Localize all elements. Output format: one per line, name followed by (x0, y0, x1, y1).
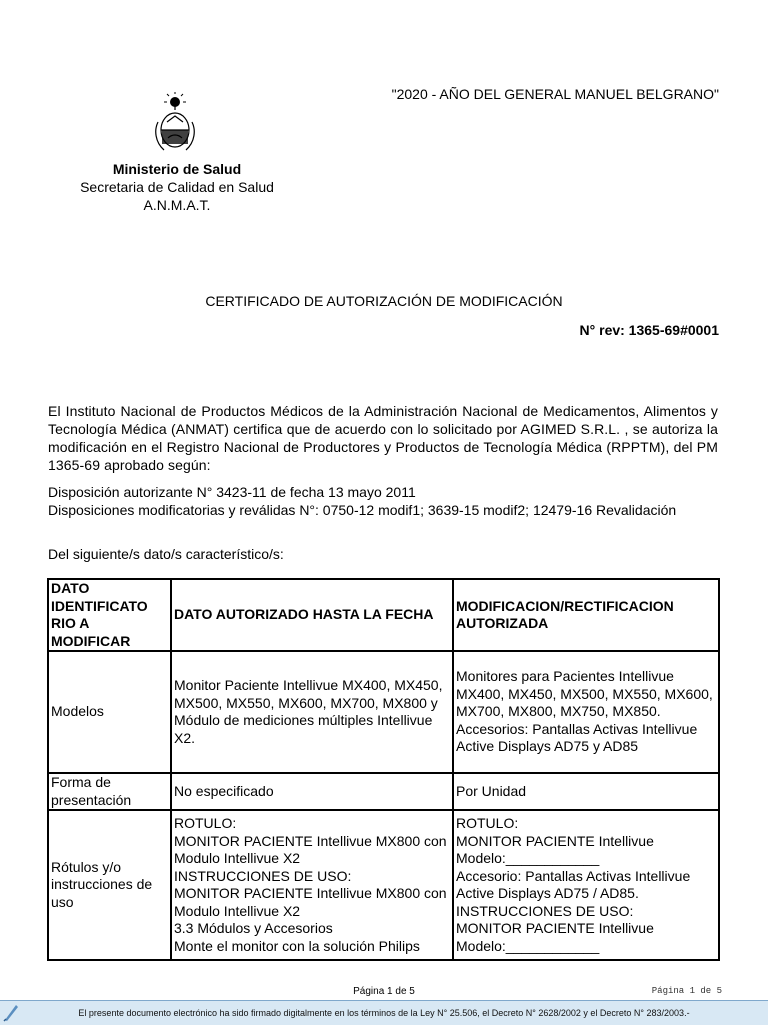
signature-notice: El presente documento electrónico ha sido firmado digitalmente en los términos de la Ley N° 25.506, el Decreto N° 2628/2002 y el Decreto N° 283/2003.- (78, 1008, 690, 1018)
row-after: ROTULO: MONITOR PACIENTE Intellivue Modelo:____________ Accesorio: Pantallas Activas Intellivue Active Displays AD75 / AD85. INSTRUCCIONES DE USO: MONITOR PACIENTE Intellivue Modelo:____________ (453, 810, 719, 960)
row-field: Rótulos y/o instrucciones de uso (48, 810, 171, 960)
disposicion-autorizante: Disposición autorizante N° 3423-11 de fecha 13 mayo 2011 (48, 484, 416, 500)
row-before: ROTULO: MONITOR PACIENTE Intellivue MX800 con Modulo Intellivue X2 INSTRUCCIONES DE USO: MONITOR PACIENTE Intellivue MX800 con Modulo Intellivue X2 3.3 Módulos y Accesorios Monte el monitor con la solución Philips (171, 810, 453, 960)
year-motto: "2020 - AÑO DEL GENERAL MANUEL BELGRANO" (391, 86, 719, 102)
header-after: MODIFICACION/RECTIFICACION AUTORIZADA (453, 579, 719, 651)
table-row (48, 773, 719, 810)
row-before: No especificado (171, 773, 453, 810)
row-before: Monitor Paciente Intellivue MX400, MX450, MX500, MX550, MX600, MX700, MX800 y Módulo de mediciones múltiples Intellivue X2. (171, 651, 453, 773)
argentina-coat-of-arms-icon (150, 92, 200, 154)
revision-number: N° rev: 1365-69#0001 (579, 322, 719, 338)
ministry-block (48, 160, 306, 214)
table-header-row (48, 579, 719, 651)
agency-name: A.N.M.A.T. (143, 197, 211, 213)
page-number-stamp: Página 1 de 5 (651, 986, 722, 996)
digital-signature-bar (0, 1000, 768, 1025)
table-row (48, 651, 719, 773)
disposiciones-modificatorias: Disposiciones modificatorias y reválidas N°: 0750-12 modif1; 3639-15 modif2; 12479-16 Revalidación (48, 502, 677, 518)
intro-paragraph: El Instituto Nacional de Productos Médicos de la Administración Nacional de Medicamentos, Alimentos y Tecnología Médica (ANMAT) certifica que de acuerdo con lo solicitado por AGIMED S.R.L. , se autoriza la modificación en el Registro Nacional de Productores y Productos de Tecnología Médica (RPPTM), del PM 1365-69 aprobado según: (48, 403, 718, 473)
page-number: Página 1 de 5 (353, 986, 415, 997)
row-after: Monitores para Pacientes Intellivue MX400, MX450, MX500, MX550, MX600, MX700, MX800, MX750, MX850. Accesorios: Pantallas Activas Intellivue Active Displays AD75 y AD85 (453, 651, 719, 773)
header-field: DATO IDENTIFICATO RIO A MODIFICAR (48, 579, 171, 651)
secretariat-name: Secretaria de Calidad en Salud (80, 179, 274, 195)
certificate-title (0, 293, 768, 309)
row-field: Modelos (48, 651, 171, 773)
ministry-name: Ministerio de Salud (112, 161, 242, 177)
dispositions-block (48, 483, 718, 519)
header-before: DATO AUTORIZADO HASTA LA FECHA (171, 579, 453, 651)
table-intro: Del siguiente/s dato/s característico/s: (48, 546, 284, 562)
signature-pen-icon (2, 1002, 20, 1022)
certificate-title-text: CERTIFICADO DE AUTORIZACIÓN DE MODIFICACIÓN (205, 293, 563, 309)
row-field: Forma de presentación (48, 773, 171, 810)
row-after: Por Unidad (453, 773, 719, 810)
modification-table (47, 578, 720, 961)
table-row (48, 810, 719, 960)
